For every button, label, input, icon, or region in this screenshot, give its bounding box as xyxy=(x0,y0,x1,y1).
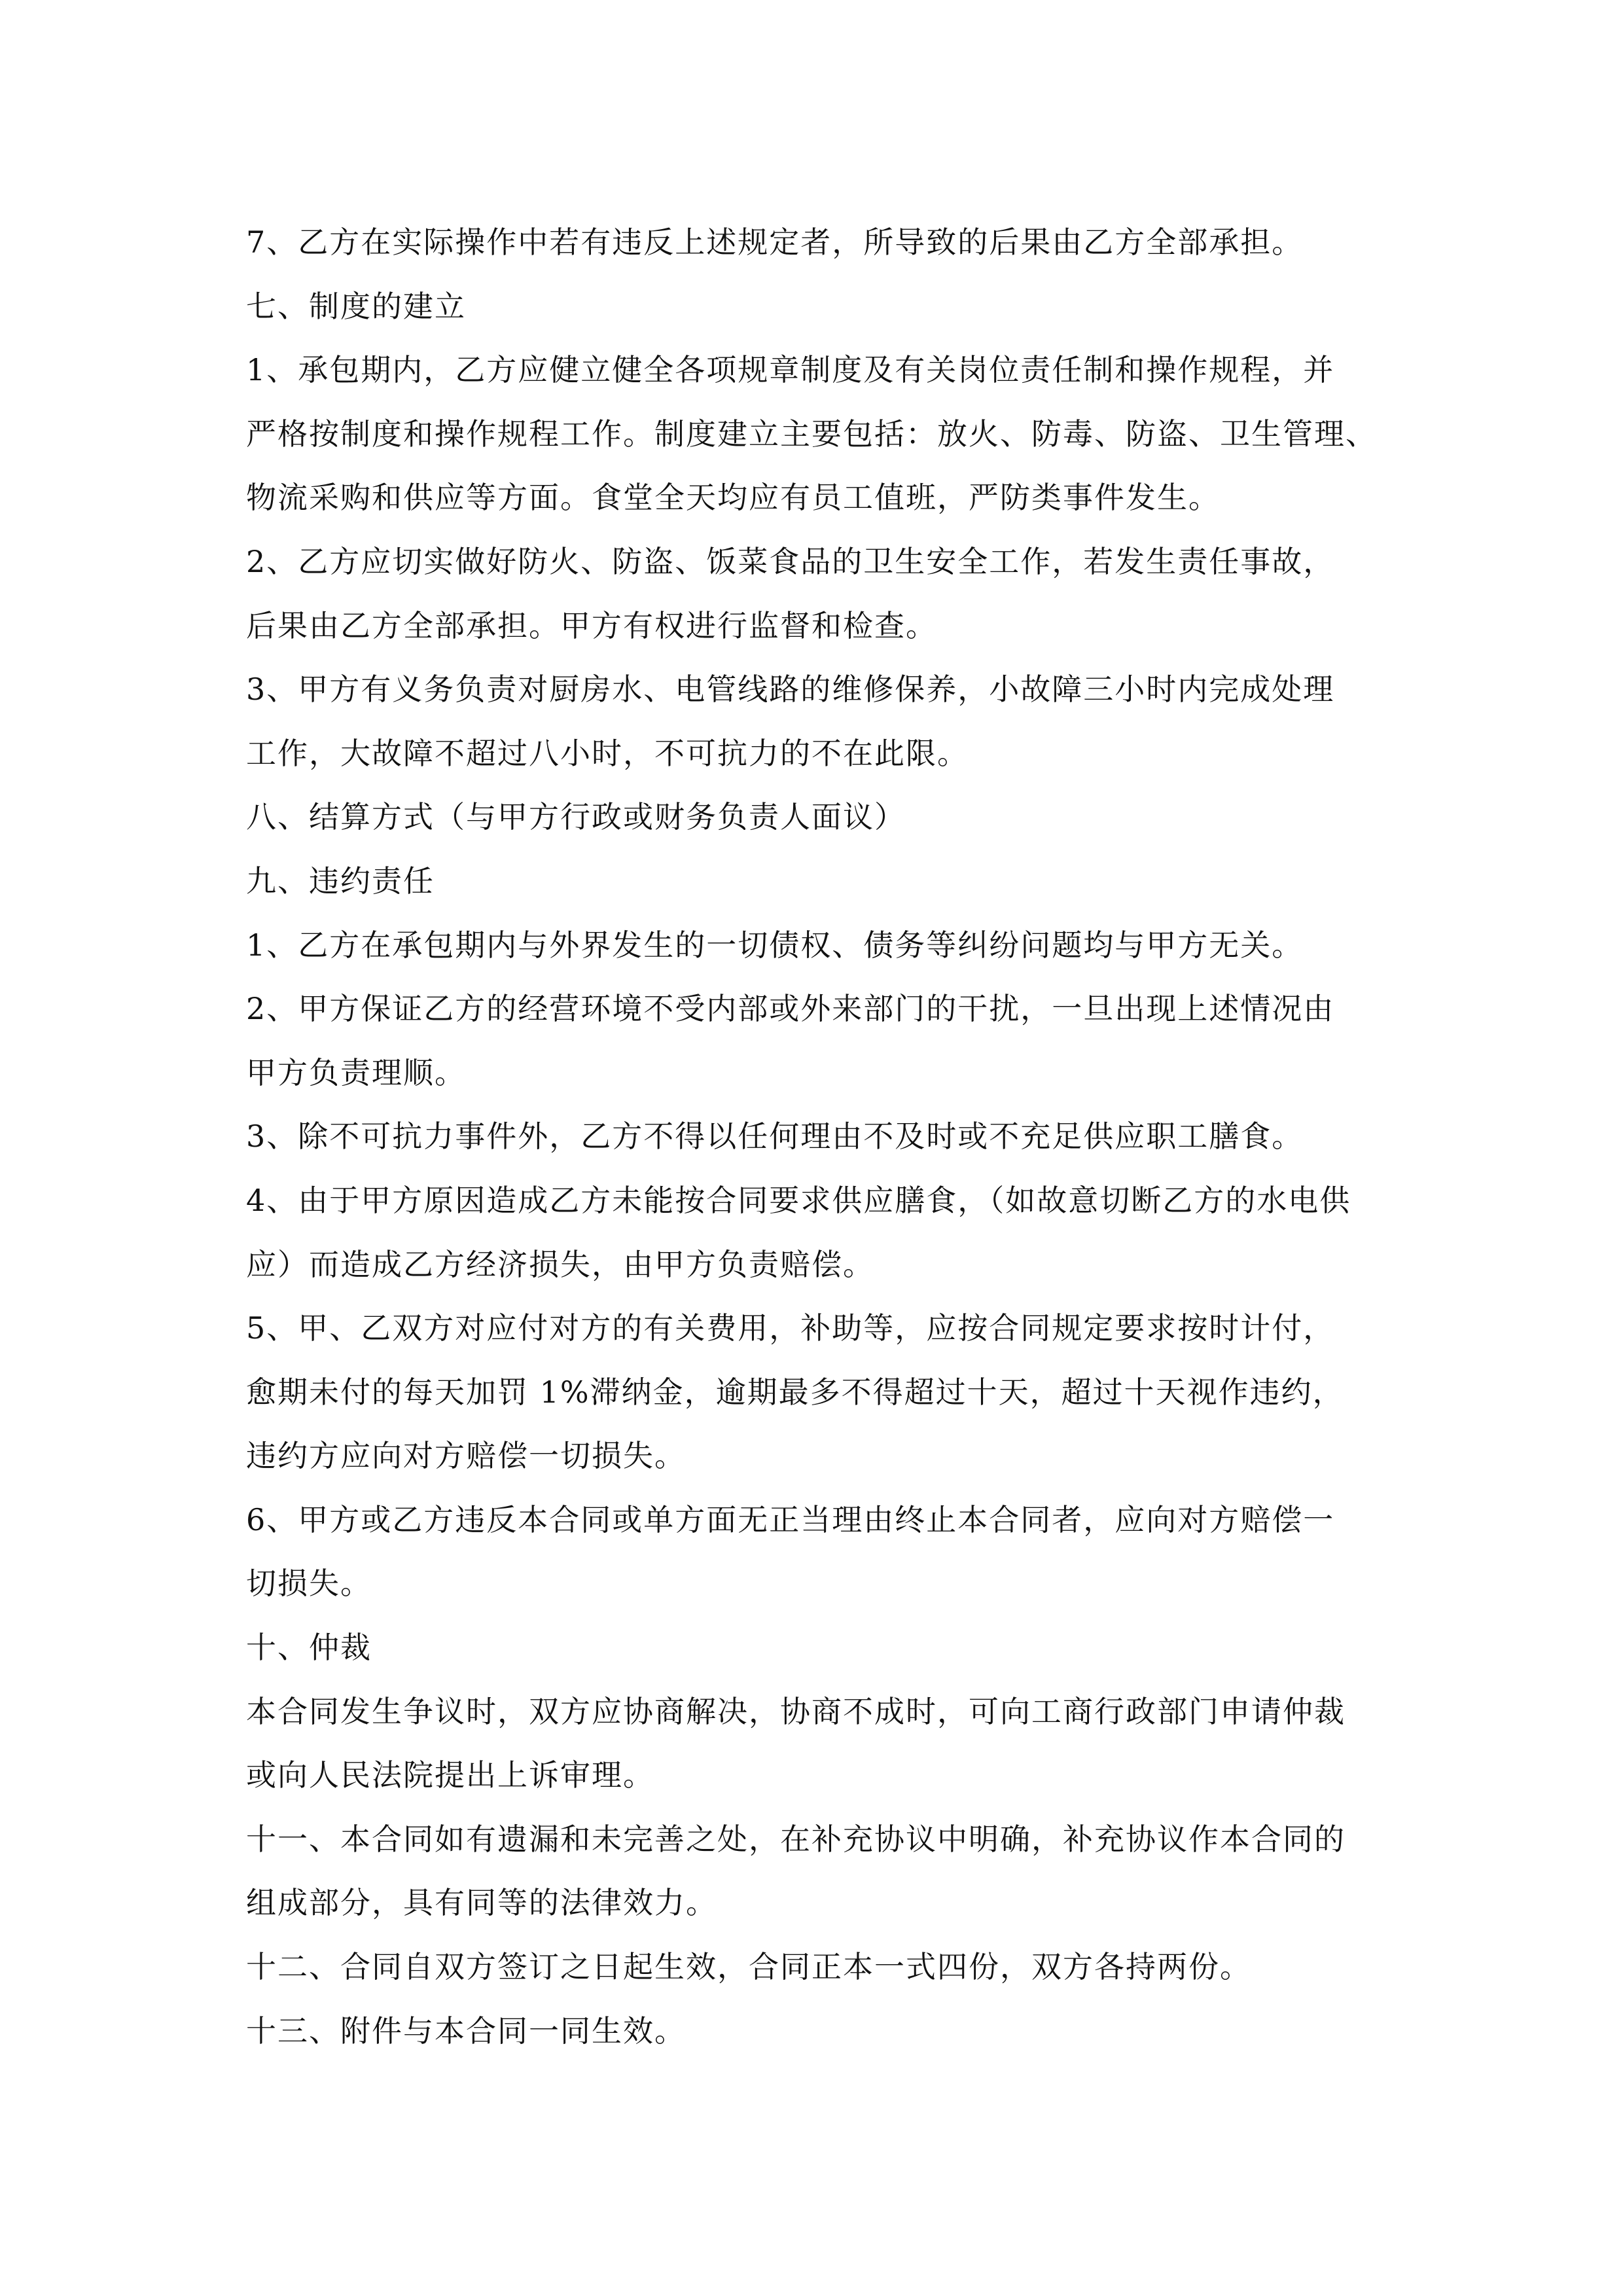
section-heading: 十、仲裁 xyxy=(246,1630,372,1666)
text-line: 6、甲方或乙方违反本合同或单方面无正当理由终止本合同者，应向对方赔偿一 xyxy=(246,1501,1335,1537)
text-line: 切损失。 xyxy=(246,1566,372,1602)
text-line: 应）而造成乙方经济损失，由甲方负责赔偿。 xyxy=(246,1246,874,1282)
text-line: 1、乙方在承包期内与外界发生的一切债权、债务等纠纷问题均与甲方无关。 xyxy=(246,927,1304,963)
section-heading: 九、违约责任 xyxy=(246,863,435,899)
section-heading: 八、结算方式（与甲方行政或财务负责人面议） xyxy=(246,799,906,835)
text-line: 工作，大故障不超过八小时，不可抗力的不在此限。 xyxy=(246,735,969,771)
text-line: 甲方负责理顺。 xyxy=(246,1054,466,1090)
text-line: 1、承包期内，乙方应健立健全各项规章制度及有关岗位责任制和操作规程，并 xyxy=(246,352,1335,388)
section-heading: 七、制度的建立 xyxy=(246,288,466,324)
document-body xyxy=(246,211,1385,2063)
text-line: 违约方应向对方赔偿一切损失。 xyxy=(246,1438,686,1474)
text-line: 3、除不可抗力事件外，乙方不得以任何理由不及时或不充足供应职工膳食。 xyxy=(246,1119,1304,1155)
text-line: 本合同发生争议时，双方应协商解决，协商不成时，可向工商行政部门申请仲裁 xyxy=(246,1693,1346,1729)
text-line: 物流采购和供应等方面。食堂全天均应有员工值班，严防类事件发生。 xyxy=(246,480,1220,516)
text-line: 组成部分，具有同等的法律效力。 xyxy=(246,1885,717,1921)
text-line: 3、甲方有义务负责对厨房水、电管线路的维修保养，小故障三小时内完成处理 xyxy=(246,672,1335,708)
text-line: 后果由乙方全部承担。甲方有权进行监督和检查。 xyxy=(246,607,937,643)
text-line: 十三、附件与本合同一同生效。 xyxy=(246,2013,686,2049)
text-line: 愈期未付的每天加罚 1%滞纳金，逾期最多不得超过十天，超过十天视作违约， xyxy=(246,1374,1344,1410)
text-line: 十一、本合同如有遗漏和未完善之处，在补充协议中明确，补充协议作本合同的 xyxy=(246,1821,1346,1857)
text-line: 严格按制度和操作规程工作。制度建立主要包括：放火、防毒、防盗、卫生管理、 xyxy=(246,416,1377,452)
text-line: 2、乙方应切实做好防火、防盗、饭菜食品的卫生安全工作，若发生责任事故， xyxy=(246,543,1335,579)
text-line: 4、由于甲方原因造成乙方未能按合同要求供应膳食，（如故意切断乙方的水电供 xyxy=(246,1182,1351,1218)
text-line: 2、甲方保证乙方的经营环境不受内部或外来部门的干扰，一旦出现上述情况由 xyxy=(246,991,1335,1027)
text-line: 或向人民法院提出上诉审理。 xyxy=(246,1757,654,1793)
text-line: 7、乙方在实际操作中若有违反上述规定者，所导致的后果由乙方全部承担。 xyxy=(246,224,1304,260)
text-line: 十二、合同自双方签订之日起生效，合同正本一式四份，双方各持两份。 xyxy=(246,1949,1251,1985)
text-line: 5、甲、乙双方对应付对方的有关费用，补助等，应按合同规定要求按时计付， xyxy=(246,1310,1335,1346)
